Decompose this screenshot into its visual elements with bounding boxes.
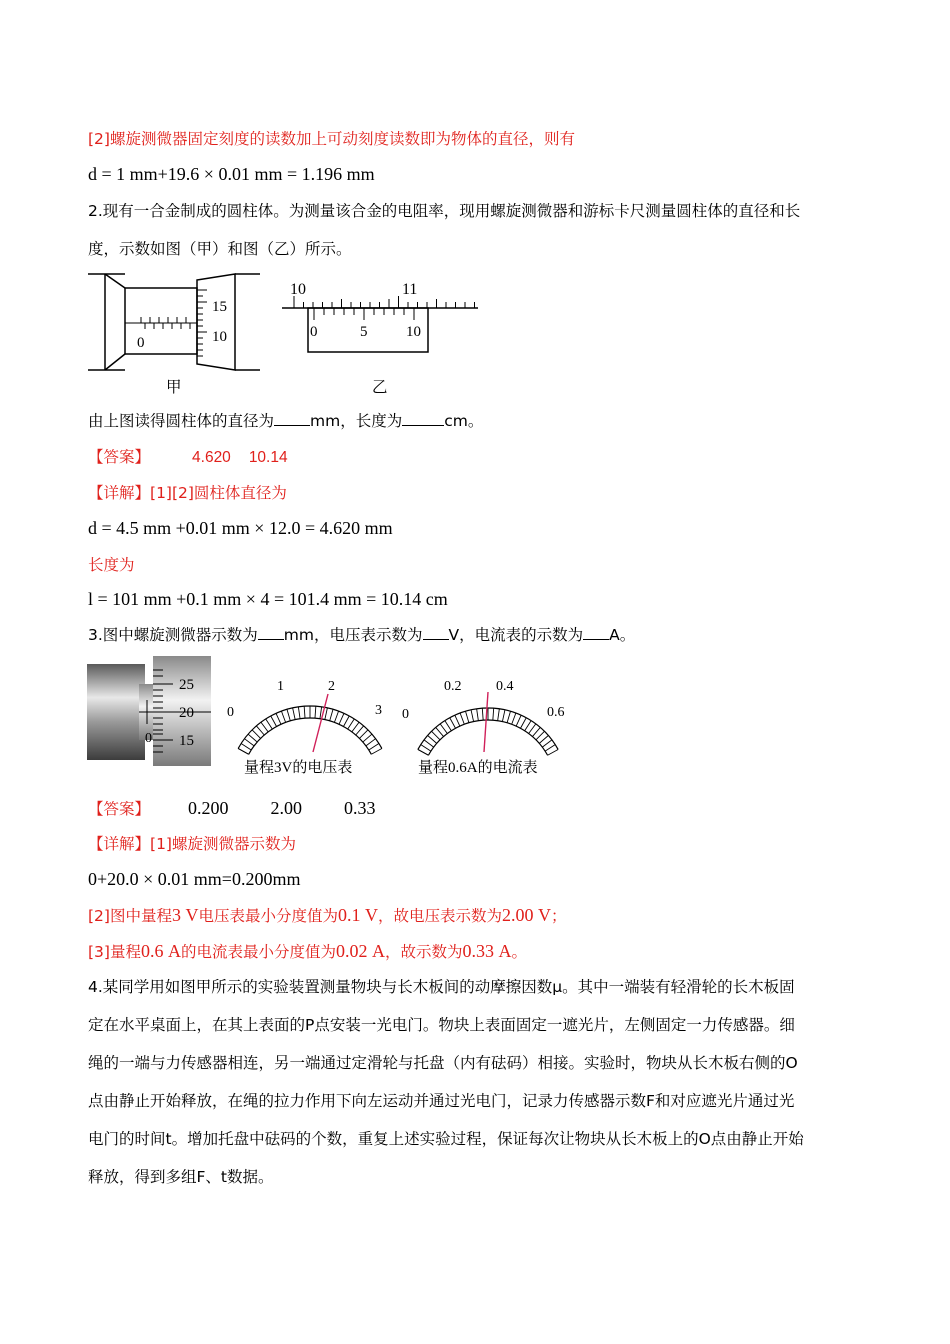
q3-formula1: 0+20.0 × 0.01 mm=0.200mm (88, 869, 301, 889)
figure-ammeter (400, 676, 575, 760)
svg-text:3: 3 (375, 703, 382, 718)
q3-explain-3: [3]量程0.6 A的电流表最小分度值为0.02 A，故示数为0.33 A。 (88, 941, 528, 961)
q4-line5: 电门的时间t。增加托盘中砝码的个数，重复上述实验过程，保证每次让物块从长木板上的O点由静止开始 (88, 1130, 804, 1148)
q3-explain: 【详解】[1]螺旋测微器示数为 (88, 835, 296, 853)
q2-answer: 【答案】 4.620 10.14 (88, 448, 288, 466)
q2-question: 由上图读得圆柱体的直径为 mm，长度为 cm。 (88, 412, 484, 430)
q2-length-label: 长度为 (88, 556, 135, 574)
q2-explain: 【详解】[1][2]圆柱体直径为 (88, 484, 287, 502)
q3-stem: 3.图中螺旋测微器示数为 mm，电压表示数为 V，电流表的示数为 A。 (88, 626, 636, 644)
svg-text:2: 2 (328, 679, 335, 694)
figure-voltmeter (225, 676, 395, 760)
yi-vernier-0: 0 (310, 324, 318, 340)
figure-yi-label: 乙 (372, 378, 388, 396)
q3-explain-2: [2]图中量程3 V电压表最小分度值为0.1 V，故电压表示数为2.00 V； (88, 905, 567, 925)
q3-micro-25: 25 (179, 677, 194, 693)
svg-text:0.6: 0.6 (547, 705, 565, 720)
q3-micro-20: 20 (179, 705, 194, 721)
q4-line1: 4.某同学用如图甲所示的实验装置测量物块与长木板间的动摩擦因数μ。其中一端装有轻滑轮的长木板固 (88, 978, 795, 996)
figure-vernier-yi (282, 278, 482, 362)
q2-formula-l: l = 101 mm +0.1 mm × 4 = 101.4 mm = 10.14 cm (88, 589, 448, 609)
yi-vernier-10: 10 (406, 324, 421, 340)
q2-stem-line2: 度，示数如图（甲）和图（乙）所示。 (88, 240, 352, 258)
figure-jia-label: 甲 (166, 378, 182, 396)
q4-line2: 定在水平桌面上，在其上表面的P点安装一光电门。物块上表面固定一遮光片，左侧固定一力传感器。细 (88, 1016, 795, 1034)
svg-text:0: 0 (402, 707, 409, 722)
jia-tick-0: 0 (137, 335, 145, 351)
q2-formula-d: d = 4.5 mm +0.01 mm × 12.0 = 4.620 mm (88, 518, 393, 538)
q2-stem-line1: 2.现有一合金制成的圆柱体。为测量该合金的电阻率，现用螺旋测微器和游标卡尺测量圆柱体的直径和长 (88, 202, 801, 220)
svg-text:0.2: 0.2 (444, 679, 462, 694)
jia-tick-15: 15 (212, 299, 227, 315)
yi-main-11: 11 (402, 281, 418, 298)
q3-answer: 【答案】 0.200 2.00 0.33 (88, 798, 376, 818)
voltmeter-caption: 量程3V的电压表 (244, 760, 353, 776)
figure-micrometer-q3 (87, 656, 215, 772)
ammeter-caption: 量程0.6A的电流表 (418, 760, 538, 776)
q3-micro-0: 0 (145, 731, 152, 746)
svg-text:0.4: 0.4 (496, 679, 514, 694)
q3-micro-15: 15 (179, 733, 194, 749)
yi-main-10: 10 (290, 281, 306, 298)
q1-explain-2: [2]螺旋测微器固定刻度的读数加上可动刻度读数即为物体的直径，则有 (88, 130, 575, 148)
yi-vernier-5: 5 (360, 324, 368, 340)
q4-line6: 释放，得到多组F、t数据。 (88, 1168, 274, 1186)
jia-tick-10: 10 (212, 329, 227, 345)
svg-text:0: 0 (227, 705, 234, 720)
q4-line4: 点由静止开始释放，在绳的拉力作用下向左运动并通过光电门，记录力传感器示数F和对应遮光片通过光 (88, 1092, 795, 1110)
svg-text:1: 1 (277, 679, 284, 694)
q1-formula: d = 1 mm+19.6 × 0.01 mm = 1.196 mm (88, 164, 375, 184)
q4-line3: 绳的一端与力传感器相连，另一端通过定滑轮与托盘（内有砝码）相接。实验时，物块从长木板右侧的O (88, 1054, 798, 1072)
